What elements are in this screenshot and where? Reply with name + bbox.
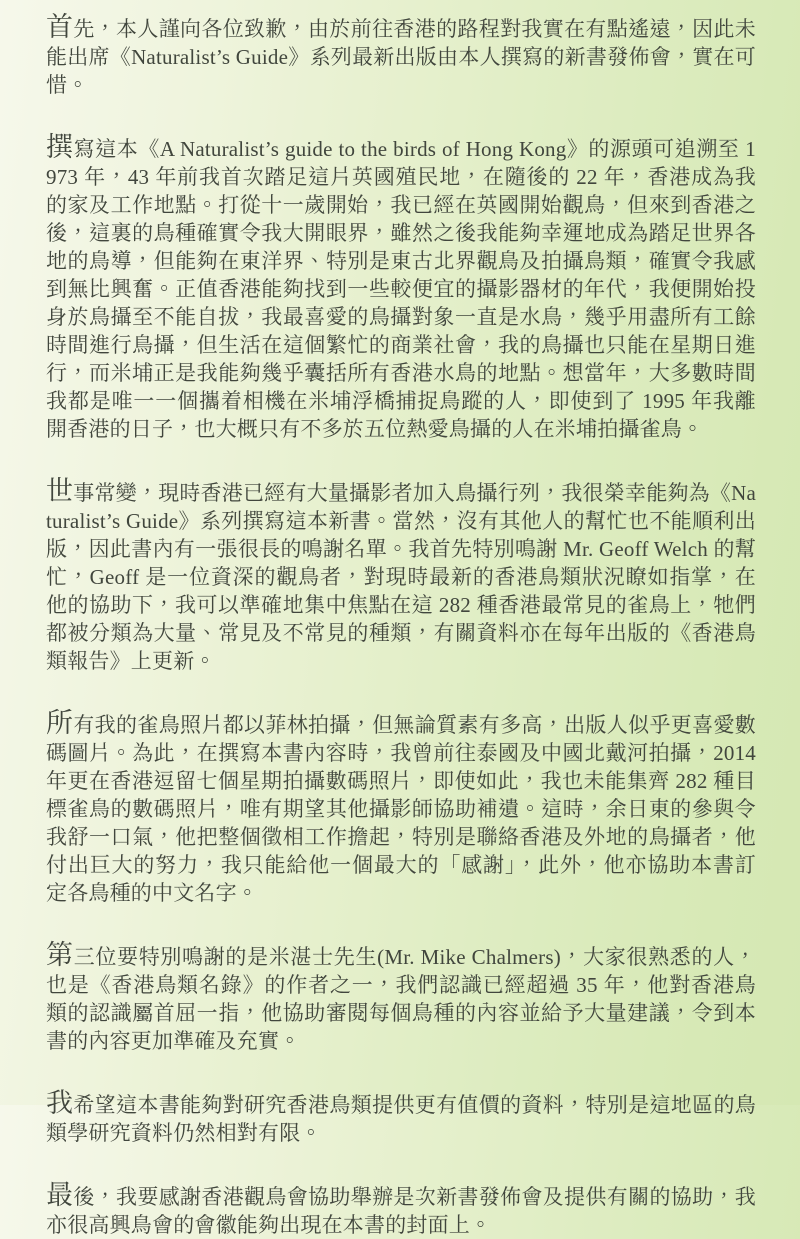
- paragraph-apology: 首先，本人謹向各位致歉，由於前往香港的路程對我實在有點遙遠，因此未能出席《Naturalist’s Guide》系列最新出版由本人撰寫的新書發佈會，實在可惜。: [46, 12, 756, 97]
- paragraph-thanks-mike-chalmers: 第三位要特別鳴謝的是米湛士先生(Mr. Mike Chalmers)，大家很熟悉的人，也是《香港鳥類名錄》的作者之一，我們認識已經超過 35 年，他對香港鳥類的認識屬首屈一指，他協助審閱每個鳥種的內容並給予大量建議，令到本書的內容更加準確及充實。: [46, 940, 757, 1053]
- paragraph-book-origin: 撰寫這本《A Naturalist’s guide to the birds of Hong Kong》的源頭可追溯至 1973 年，43 年前我首次踏足這片英國殖民地，在隨後的 22 年，香港成為我的家及工作地點。打從十一歲開始，我已經在英國開始觀鳥，但來到香港之後，這裏的鳥種確實令我大開眼界，雖然之後我能夠幸運地成為踏足世界各地的鳥導，但能夠在東洋界、特別是東古北界觀鳥及拍攝鳥類，確實令我感到無比興奮。正值香港能夠找到一些較便宜的攝影器材的年代，我便開始投身於鳥攝至不能自拔，我最喜愛的鳥攝對象一直是水鳥，幾乎用盡所有工餘時間進行鳥攝，但生活在這個繁忙的商業社會，我的鳥攝也只能在星期日進行，而米埔正是我能夠幾乎囊括所有香港水鳥的地點。想當年，大多數時間我都是唯一一個攜着相機在米埔浮橋捕捉鳥蹤的人，即使到了 1995 年我離開香港的日子，也大概只有不多於五位熱愛鳥攝的人在米埔拍攝雀鳥。: [46, 132, 757, 441]
- paragraph-hope: 我希望這本書能夠對研究香港鳥類提供更有值價的資料，特別是這地區的鳥類學研究資料仍然相對有限。: [46, 1088, 756, 1145]
- paragraph-photos-digital: 所有我的雀鳥照片都以菲林拍攝，但無論質素有多高，出版人似乎更喜愛數碼圖片。為此，在撰寫本書內容時，我曾前往泰國及中國北戴河拍攝，2014 年更在香港逗留七個星期拍攝數碼照片，即使如此，我也未能集齊 282 種目標雀鳥的數碼照片，唯有期望其他攝影師協助補遺。這時，余日東的參與令我舒一口氣，他把整個徵相工作擔起，特別是聯絡香港及外地的鳥攝者，他付出巨大的努力，我只能給他一個最大的「感謝」，此外，他亦協助本書訂定各鳥種的中文名字。: [46, 708, 756, 905]
- paragraph-thanks-geoff-welch: 世事常變，現時香港已經有大量攝影者加入鳥攝行列，我很榮幸能夠為《Naturalist’s Guide》系列撰寫這本新書。當然，沒有其他人的幫忙也不能順利出版，因此書內有一張很長的鳴謝名單。我首先特別鳴謝 Mr. Geoff Welch 的幫忙，Geoff 是一位資深的觀鳥者，對現時最新的香港鳥類狀況瞭如指掌，在他的協助下，我可以準確地集中焦點在這 282 種香港最常見的雀鳥上，牠們都被分類為大量、常見及不常見的種類，有關資料亦在每年出版的《香港鳥類報告》上更新。: [46, 476, 756, 673]
- paragraph-final-thanks: 最後，我要感謝香港觀鳥會協助舉辦是次新書發佈會及提供有關的協助，我亦很高興鳥會的會徽能夠出現在本書的封面上。: [46, 1180, 756, 1237]
